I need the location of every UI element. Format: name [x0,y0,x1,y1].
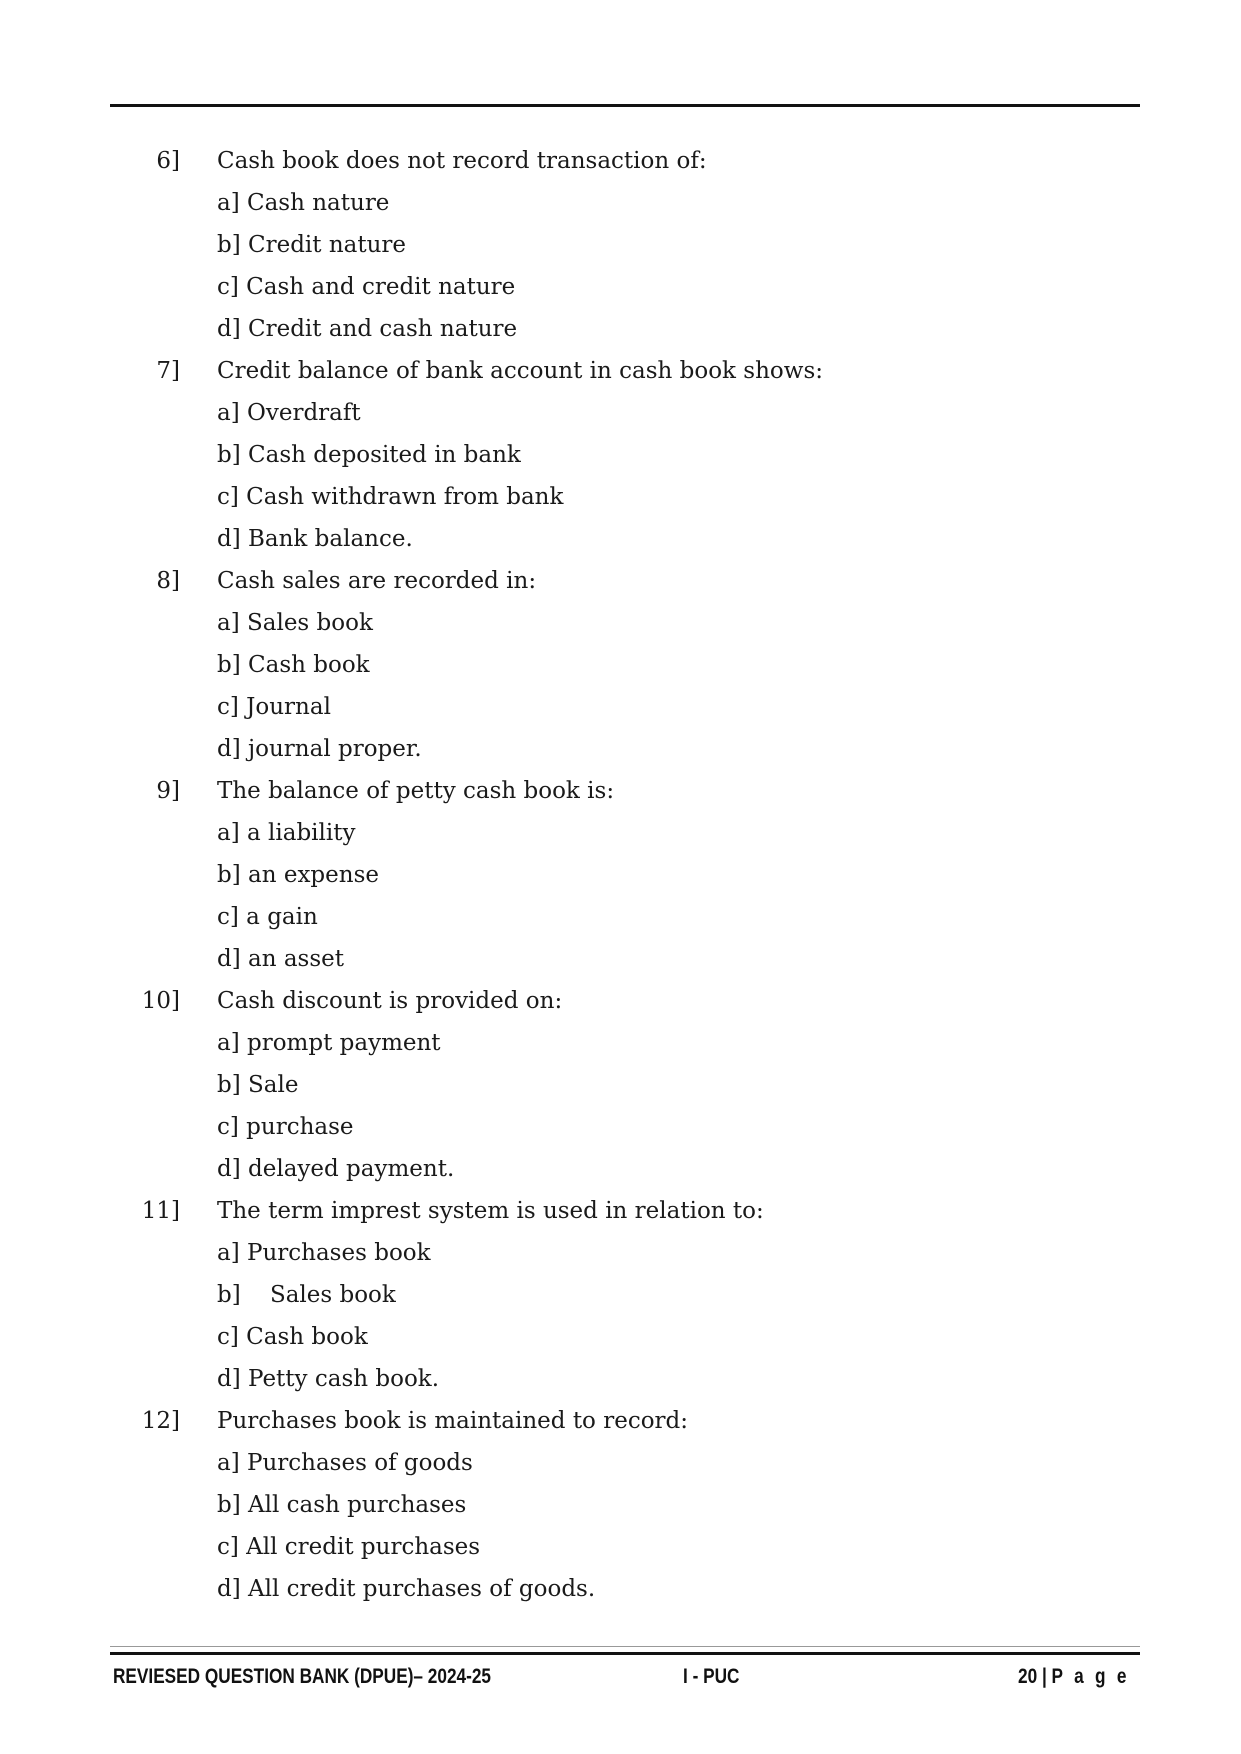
question-text: Cash sales are recorded in: [217,568,537,594]
footer-document-title: REVIESED QUESTION BANK (DPUE)– 2024-25 [113,1665,491,1688]
option-d: d] delayed payment. [217,1156,455,1182]
option-item [0,728,1241,770]
question-number: 12] [141,1408,180,1434]
question-9 [0,770,1241,812]
footer-page-number [1018,1660,1130,1694]
footer-rule-thin [110,1646,1140,1647]
option-d: d] All credit purchases of goods. [217,1576,596,1602]
option-item [0,1064,1241,1106]
option-c: c] Cash book [217,1324,368,1350]
option-item [0,602,1241,644]
option-c: c] a gain [217,904,318,930]
question-text: The balance of petty cash book is: [217,778,615,804]
option-b: b] Credit nature [217,232,407,258]
option-c: c] Cash withdrawn from bank [217,484,564,510]
page-word: P a g e [1051,1665,1130,1688]
footer-rule [110,1652,1140,1655]
option-item [0,434,1241,476]
option-d: d] journal proper. [217,736,422,762]
option-b: b] Sales book [217,1282,396,1308]
question-text: The term imprest system is used in relation to: [217,1198,764,1224]
question-number: 11] [141,1198,180,1224]
question-text: Cash discount is provided on: [217,988,563,1014]
option-item [0,1106,1241,1148]
option-d: d] Bank balance. [217,526,413,552]
option-b: b] Sale [217,1072,299,1098]
header-rule [110,104,1140,107]
option-item [0,1232,1241,1274]
option-item [0,392,1241,434]
question-7 [0,350,1241,392]
option-a: a] Sales book [217,610,373,636]
question-12 [0,1400,1241,1442]
option-b: b] an expense [217,862,379,888]
option-a: a] Overdraft [217,400,361,426]
option-d: d] Credit and cash nature [217,316,518,342]
question-8 [0,560,1241,602]
option-item [0,182,1241,224]
option-item [0,1316,1241,1358]
option-item [0,1484,1241,1526]
option-item [0,938,1241,980]
option-item [0,1442,1241,1484]
option-item [0,518,1241,560]
question-text: Credit balance of bank account in cash book shows: [217,358,823,384]
option-item [0,812,1241,854]
option-item [0,1526,1241,1568]
option-c: c] All credit purchases [217,1534,481,1560]
question-number: 9] [156,778,180,804]
option-b: b] Cash book [217,652,370,678]
question-number: 10] [141,988,180,1014]
option-b: b] Cash deposited in bank [217,442,521,468]
question-6 [0,140,1241,182]
option-c: c] Cash and credit nature [217,274,516,300]
option-c: c] Journal [217,694,331,720]
option-item [0,266,1241,308]
question-11 [0,1190,1241,1232]
option-a: a] prompt payment [217,1030,441,1056]
option-item [0,1568,1241,1610]
option-item [0,1148,1241,1190]
option-item [0,1274,1241,1316]
option-item [0,854,1241,896]
option-item [0,1358,1241,1400]
option-a: a] Cash nature [217,190,390,216]
footer-class-label: I - PUC [683,1665,740,1688]
option-item [0,1022,1241,1064]
option-d: d] an asset [217,946,345,972]
option-d: d] Petty cash book. [217,1366,440,1392]
page-number: 20 | [1018,1665,1047,1688]
option-item [0,686,1241,728]
option-a: a] Purchases of goods [217,1450,473,1476]
question-number: 6] [156,148,180,174]
option-a: a] a liability [217,820,356,846]
option-item [0,896,1241,938]
question-number: 7] [156,358,180,384]
option-c: c] purchase [217,1114,354,1140]
option-a: a] Purchases book [217,1240,431,1266]
question-text: Cash book does not record transaction of: [217,148,707,174]
option-item [0,476,1241,518]
question-number: 8] [156,568,180,594]
option-item [0,308,1241,350]
question-10 [0,980,1241,1022]
option-item [0,644,1241,686]
question-list [0,140,1241,1610]
option-item [0,224,1241,266]
option-b: b] All cash purchases [217,1492,467,1518]
question-text: Purchases book is maintained to record: [217,1408,689,1434]
